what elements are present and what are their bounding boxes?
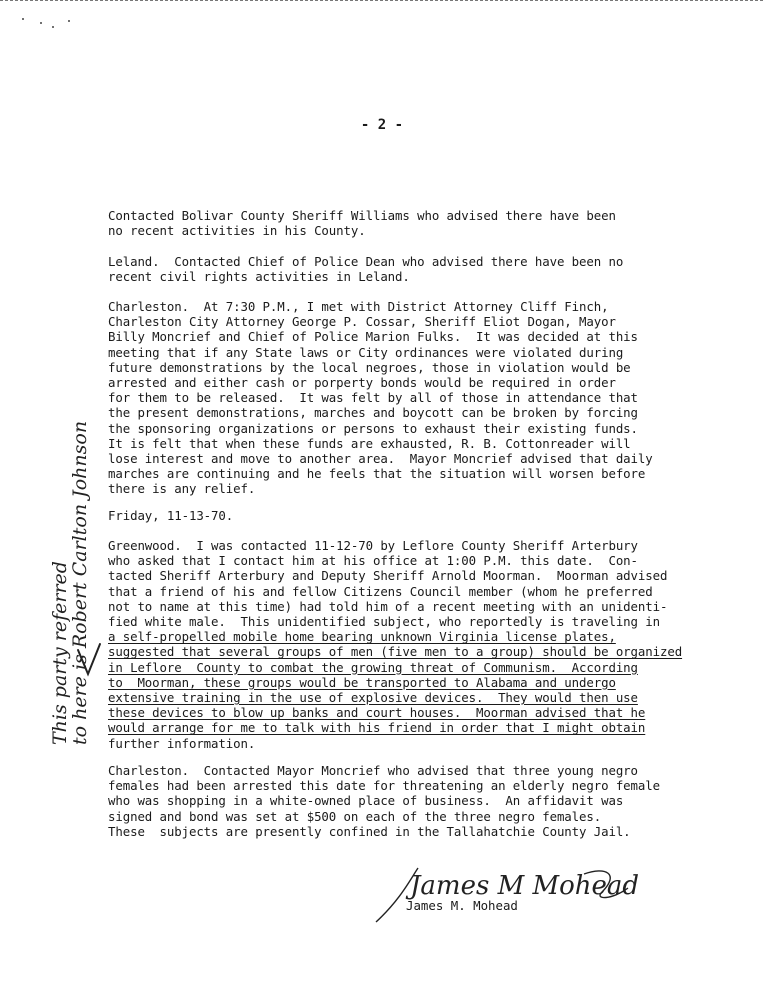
signature-script: James M Mohead (410, 871, 640, 901)
typed-signature-name: James M. Mohead (406, 898, 518, 913)
paragraph-leland (108, 254, 728, 284)
text-line: that a friend of his and fellow Citizens Council member (whom he preferred (108, 583, 653, 599)
text-line: future demonstrations by the local negroes, those in violation would be (108, 359, 631, 375)
text-line: arrested and either cash or porperty bonds would be required in order (108, 375, 616, 391)
text-line: no recent activities in his County. (108, 223, 366, 239)
text-line: further information. (108, 735, 256, 751)
text-line: Charleston. At 7:30 P.M., I met with District Attorney Cliff Finch, (108, 299, 609, 314)
text-line: signed and bond was set at $500 on each of the three negro females. (108, 808, 602, 824)
margin-note-line: to here is Robert Carlton Johnson (69, 420, 91, 745)
scan-speck (40, 22, 42, 24)
text-line: the sponsoring organizations or persons to exhaust their existing funds. (108, 420, 638, 436)
underlined-line: to Moorman, these groups would be transported to Alabama and undergo (108, 674, 616, 690)
paragraph-date (108, 508, 728, 523)
text-line: there is any relief. (108, 481, 256, 497)
text-line: meeting that if any State laws or City ordinances were violated during (108, 344, 624, 360)
page-top-edge (0, 0, 763, 5)
text-line: the present demonstrations, marches and boycott can be broken by forcing (108, 405, 638, 421)
text-line: Billy Moncrief and Chief of Police Marion Fulks. It was decided at this (108, 329, 638, 345)
margin-note-line: This party referred (49, 561, 71, 745)
text-line: Leland. Contacted Chief of Police Dean who advised there have been no (108, 254, 624, 269)
checkmark-icon (74, 642, 104, 682)
text-line: females had been arrested this date for threatening an elderly negro female (108, 778, 660, 794)
text-line: These subjects are presently confined in the Tallahatchie County Jail. (108, 823, 631, 839)
underlined-line: these devices to blow up banks and court houses. Moorman advised that he (108, 705, 646, 721)
scan-speck (52, 26, 54, 28)
handwritten-margin-note (50, 421, 90, 745)
handwritten-signature (370, 860, 660, 930)
page-number: - 2 - (360, 117, 404, 133)
text-line: who was shopping in a white-owned place of business. An affidavit was (108, 793, 624, 809)
text-line: for them to be released. It was felt by all of those in attendance that (108, 390, 638, 406)
text-line: tacted Sheriff Arterbury and Deputy Sheriff Arnold Moorman. Moorman advised (108, 568, 668, 584)
text-line: marches are continuing and he feels that the situation will worsen before (108, 466, 646, 482)
underlined-line: a self-propelled mobile home bearing unknown Virginia license plates, (108, 629, 616, 645)
paragraph-bolivar (108, 208, 728, 238)
text-line: recent civil rights activities in Leland. (108, 269, 410, 285)
underlined-line: in Leflore County to combat the growing threat of Communism. According (108, 659, 638, 675)
text-line: lose interest and move to another area. Mayor Moncrief advised that daily (108, 451, 653, 467)
underlined-line: suggested that several groups of men (five men to a group) should be organized (108, 644, 683, 660)
text-line: not to name at this time) had told him of a recent meeting with an unidenti- (108, 598, 668, 614)
date-line: Friday, 11-13-70. (108, 508, 234, 523)
text-line: who asked that I contact him at his office at 1:00 P.M. this date. Con- (108, 553, 638, 569)
paragraph-charleston-meeting (108, 299, 728, 497)
text-line: Contacted Bolivar County Sheriff Williams who advised there have been (108, 208, 616, 223)
text-line: Greenwood. I was contacted 11-12-70 by Leflore County Sheriff Arterbury (108, 538, 638, 553)
scan-speck (68, 20, 70, 22)
text-line: fied white male. This unidentified subject, who reportedly is traveling in (108, 614, 660, 630)
paragraph-greenwood (108, 538, 728, 751)
paragraph-charleston-arrests (108, 763, 728, 839)
text-line: Charleston. Contacted Mayor Moncrief who advised that three young negro (108, 763, 638, 778)
underlined-line: would arrange for me to talk with his friend in order that I might obtain (108, 720, 646, 736)
text-line: It is felt that when these funds are exhausted, R. B. Cottonreader will (108, 435, 631, 451)
text-line: Charleston City Attorney George P. Cossar, Sheriff Eliot Dogan, Mayor (108, 314, 616, 330)
scan-speck (22, 18, 24, 20)
underlined-line: extensive training in the use of explosive devices. They would then use (108, 690, 638, 706)
